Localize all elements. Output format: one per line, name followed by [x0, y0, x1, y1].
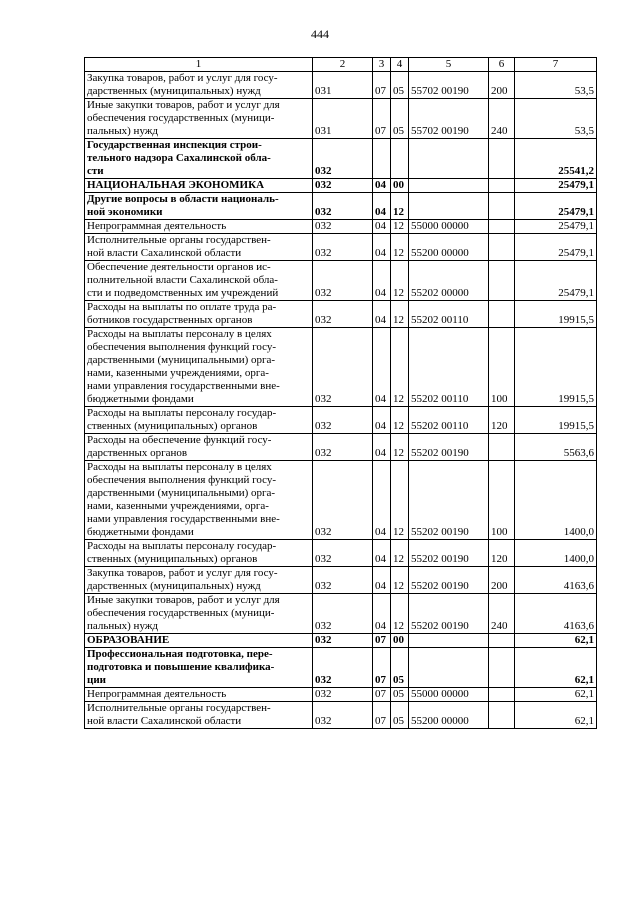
header-cell: 7 — [515, 58, 597, 72]
row-section-cell: 04 — [373, 234, 391, 261]
table-row — [85, 328, 597, 407]
row-ved-cell: 032 — [313, 139, 373, 179]
row-section-cell: 04 — [373, 220, 391, 234]
row-target-article-cell: 55202 00110 — [409, 301, 489, 328]
row-ved-cell: 032 — [313, 193, 373, 220]
row-ved-cell: 031 — [313, 99, 373, 139]
row-expense-type-cell — [489, 301, 515, 328]
row-amount-cell: 62,1 — [515, 634, 597, 648]
table-row — [85, 540, 597, 567]
row-amount-cell: 62,1 — [515, 688, 597, 702]
row-ved-cell: 032 — [313, 179, 373, 193]
row-target-article-cell — [409, 139, 489, 179]
table-body — [85, 58, 597, 729]
row-amount-cell: 53,5 — [515, 99, 597, 139]
table-row — [85, 220, 597, 234]
row-name-cell: Государственная инспекция строи- тельного надзора Сахалинской обла- сти — [85, 139, 313, 179]
table-row — [85, 179, 597, 193]
row-section-cell: 04 — [373, 179, 391, 193]
row-name-cell: НАЦИОНАЛЬНАЯ ЭКОНОМИКА — [85, 179, 313, 193]
row-expense-type-cell: 120 — [489, 540, 515, 567]
row-target-article-cell: 55202 00000 — [409, 261, 489, 301]
row-amount-cell: 25479,1 — [515, 261, 597, 301]
row-name-cell: Расходы на выплаты по оплате труда ра- ботников государственных органов — [85, 301, 313, 328]
row-expense-type-cell: 200 — [489, 567, 515, 594]
table-row — [85, 301, 597, 328]
page-number: 444 — [311, 27, 329, 41]
row-ved-cell: 032 — [313, 234, 373, 261]
row-target-article-cell: 55702 00190 — [409, 72, 489, 99]
row-name-cell: Расходы на выплаты персоналу государ- ственных (муниципальных) органов — [85, 540, 313, 567]
row-subsection-cell: 05 — [391, 99, 409, 139]
row-amount-cell: 25479,1 — [515, 220, 597, 234]
row-section-cell: 07 — [373, 688, 391, 702]
row-name-cell: Расходы на выплаты персоналу государ- ственных (муниципальных) органов — [85, 407, 313, 434]
row-target-article-cell: 55202 00190 — [409, 461, 489, 540]
header-cell: 4 — [391, 58, 409, 72]
row-name-cell: Другие вопросы в области националь- ной экономики — [85, 193, 313, 220]
table-row — [85, 702, 597, 729]
row-section-cell — [373, 139, 391, 179]
row-ved-cell: 032 — [313, 540, 373, 567]
row-expense-type-cell: 100 — [489, 461, 515, 540]
row-target-article-cell: 55202 00190 — [409, 567, 489, 594]
row-name-cell: Непрограммная деятельность — [85, 688, 313, 702]
header-cell: 6 — [489, 58, 515, 72]
row-ved-cell: 032 — [313, 261, 373, 301]
row-expense-type-cell: 120 — [489, 407, 515, 434]
row-expense-type-cell — [489, 648, 515, 688]
row-amount-cell: 5563,6 — [515, 434, 597, 461]
row-subsection-cell: 12 — [391, 301, 409, 328]
row-name-cell: Исполнительные органы государствен- ной власти Сахалинской области — [85, 234, 313, 261]
row-subsection-cell: 12 — [391, 407, 409, 434]
row-amount-cell: 1400,0 — [515, 540, 597, 567]
row-expense-type-cell — [489, 261, 515, 301]
row-subsection-cell: 12 — [391, 567, 409, 594]
table-row — [85, 567, 597, 594]
table-row — [85, 99, 597, 139]
row-target-article-cell: 55202 00110 — [409, 407, 489, 434]
row-target-article-cell: 55000 00000 — [409, 220, 489, 234]
row-amount-cell: 62,1 — [515, 648, 597, 688]
row-section-cell: 07 — [373, 702, 391, 729]
row-ved-cell: 032 — [313, 648, 373, 688]
row-amount-cell: 4163,6 — [515, 567, 597, 594]
row-name-cell: Профессиональная подготовка, пере- подготовка и повышение квалифика- ции — [85, 648, 313, 688]
row-subsection-cell — [391, 139, 409, 179]
row-amount-cell: 62,1 — [515, 702, 597, 729]
table-row — [85, 234, 597, 261]
table-row — [85, 193, 597, 220]
row-target-article-cell: 55202 00190 — [409, 540, 489, 567]
row-section-cell: 07 — [373, 634, 391, 648]
table-row — [85, 688, 597, 702]
header-cell: 5 — [409, 58, 489, 72]
row-subsection-cell: 12 — [391, 328, 409, 407]
row-name-cell: Расходы на выплаты персоналу в целях обеспечения выполнения функций госу- дарственными (муниципальными) орга- нами, казенными учреждениями, орга- нами управления государственными вне- бюджетными фондами — [85, 328, 313, 407]
row-subsection-cell: 12 — [391, 434, 409, 461]
row-target-article-cell — [409, 634, 489, 648]
row-name-cell: Исполнительные органы государствен- ной власти Сахалинской области — [85, 702, 313, 729]
row-section-cell: 04 — [373, 540, 391, 567]
row-target-article-cell: 55202 00190 — [409, 434, 489, 461]
row-amount-cell: 19915,5 — [515, 301, 597, 328]
row-name-cell: Расходы на обеспечение функций госу- дарственных органов — [85, 434, 313, 461]
row-ved-cell: 031 — [313, 72, 373, 99]
table-row — [85, 434, 597, 461]
row-section-cell: 04 — [373, 301, 391, 328]
row-target-article-cell — [409, 193, 489, 220]
row-amount-cell: 25479,1 — [515, 179, 597, 193]
row-target-article-cell: 55200 00000 — [409, 234, 489, 261]
row-ved-cell: 032 — [313, 688, 373, 702]
row-subsection-cell: 12 — [391, 193, 409, 220]
row-subsection-cell: 00 — [391, 179, 409, 193]
row-amount-cell: 19915,5 — [515, 407, 597, 434]
row-amount-cell: 25541,2 — [515, 139, 597, 179]
row-section-cell: 07 — [373, 72, 391, 99]
row-expense-type-cell — [489, 702, 515, 729]
row-ved-cell: 032 — [313, 301, 373, 328]
row-amount-cell: 25479,1 — [515, 193, 597, 220]
row-subsection-cell: 05 — [391, 72, 409, 99]
row-target-article-cell — [409, 179, 489, 193]
row-name-cell: Расходы на выплаты персоналу в целях обеспечения выполнения функций госу- дарственными (муниципальными) орга- нами, казенными учреждениями, орга- нами управления государственными вне- бюджетными фондами — [85, 461, 313, 540]
row-section-cell: 07 — [373, 648, 391, 688]
table-row — [85, 634, 597, 648]
header-cell: 2 — [313, 58, 373, 72]
row-section-cell: 04 — [373, 261, 391, 301]
row-section-cell: 04 — [373, 461, 391, 540]
row-expense-type-cell: 200 — [489, 72, 515, 99]
row-section-cell: 04 — [373, 434, 391, 461]
row-expense-type-cell — [489, 193, 515, 220]
row-subsection-cell: 12 — [391, 261, 409, 301]
row-name-cell: Непрограммная деятельность — [85, 220, 313, 234]
header-row — [85, 58, 597, 72]
table-row — [85, 407, 597, 434]
row-amount-cell: 19915,5 — [515, 328, 597, 407]
row-amount-cell: 53,5 — [515, 72, 597, 99]
row-amount-cell: 1400,0 — [515, 461, 597, 540]
row-name-cell: Иные закупки товаров, работ и услуг для обеспечения государственных (муници- пальных) нужд — [85, 99, 313, 139]
row-expense-type-cell — [489, 434, 515, 461]
row-section-cell: 04 — [373, 407, 391, 434]
row-target-article-cell: 55202 00110 — [409, 328, 489, 407]
row-section-cell: 04 — [373, 193, 391, 220]
row-target-article-cell — [409, 648, 489, 688]
table-row — [85, 139, 597, 179]
row-subsection-cell: 12 — [391, 594, 409, 634]
row-name-cell: Закупка товаров, работ и услуг для госу- дарственных (муниципальных) нужд — [85, 72, 313, 99]
row-subsection-cell: 05 — [391, 648, 409, 688]
header-cell: 3 — [373, 58, 391, 72]
row-ved-cell: 032 — [313, 434, 373, 461]
row-ved-cell: 032 — [313, 220, 373, 234]
row-subsection-cell: 05 — [391, 688, 409, 702]
row-subsection-cell: 12 — [391, 220, 409, 234]
row-section-cell: 04 — [373, 567, 391, 594]
row-target-article-cell: 55202 00190 — [409, 594, 489, 634]
header-cell: 1 — [85, 58, 313, 72]
row-expense-type-cell: 240 — [489, 99, 515, 139]
row-expense-type-cell — [489, 139, 515, 179]
row-subsection-cell: 00 — [391, 634, 409, 648]
table-row — [85, 594, 597, 634]
table-row — [85, 261, 597, 301]
row-expense-type-cell — [489, 220, 515, 234]
row-ved-cell: 032 — [313, 702, 373, 729]
row-expense-type-cell: 240 — [489, 594, 515, 634]
row-subsection-cell: 05 — [391, 702, 409, 729]
row-ved-cell: 032 — [313, 634, 373, 648]
row-target-article-cell: 55200 00000 — [409, 702, 489, 729]
budget-table — [84, 57, 597, 729]
row-ved-cell: 032 — [313, 461, 373, 540]
row-subsection-cell: 12 — [391, 461, 409, 540]
row-subsection-cell: 12 — [391, 540, 409, 567]
row-name-cell: Закупка товаров, работ и услуг для госу- дарственных (муниципальных) нужд — [85, 567, 313, 594]
row-amount-cell: 4163,6 — [515, 594, 597, 634]
row-expense-type-cell — [489, 179, 515, 193]
row-name-cell: Иные закупки товаров, работ и услуг для обеспечения государственных (муници- пальных) нужд — [85, 594, 313, 634]
row-target-article-cell: 55000 00000 — [409, 688, 489, 702]
row-section-cell: 07 — [373, 99, 391, 139]
row-expense-type-cell: 100 — [489, 328, 515, 407]
row-ved-cell: 032 — [313, 407, 373, 434]
row-ved-cell: 032 — [313, 328, 373, 407]
row-ved-cell: 032 — [313, 594, 373, 634]
row-expense-type-cell — [489, 688, 515, 702]
table-row — [85, 461, 597, 540]
row-name-cell: ОБРАЗОВАНИЕ — [85, 634, 313, 648]
row-target-article-cell: 55702 00190 — [409, 99, 489, 139]
row-expense-type-cell — [489, 634, 515, 648]
table-row — [85, 72, 597, 99]
row-subsection-cell: 12 — [391, 234, 409, 261]
row-amount-cell: 25479,1 — [515, 234, 597, 261]
row-name-cell: Обеспечение деятельности органов ис- полнительной власти Сахалинской обла- сти и подведомственных им учреждений — [85, 261, 313, 301]
row-section-cell: 04 — [373, 328, 391, 407]
row-ved-cell: 032 — [313, 567, 373, 594]
row-section-cell: 04 — [373, 594, 391, 634]
table-row — [85, 648, 597, 688]
row-expense-type-cell — [489, 234, 515, 261]
